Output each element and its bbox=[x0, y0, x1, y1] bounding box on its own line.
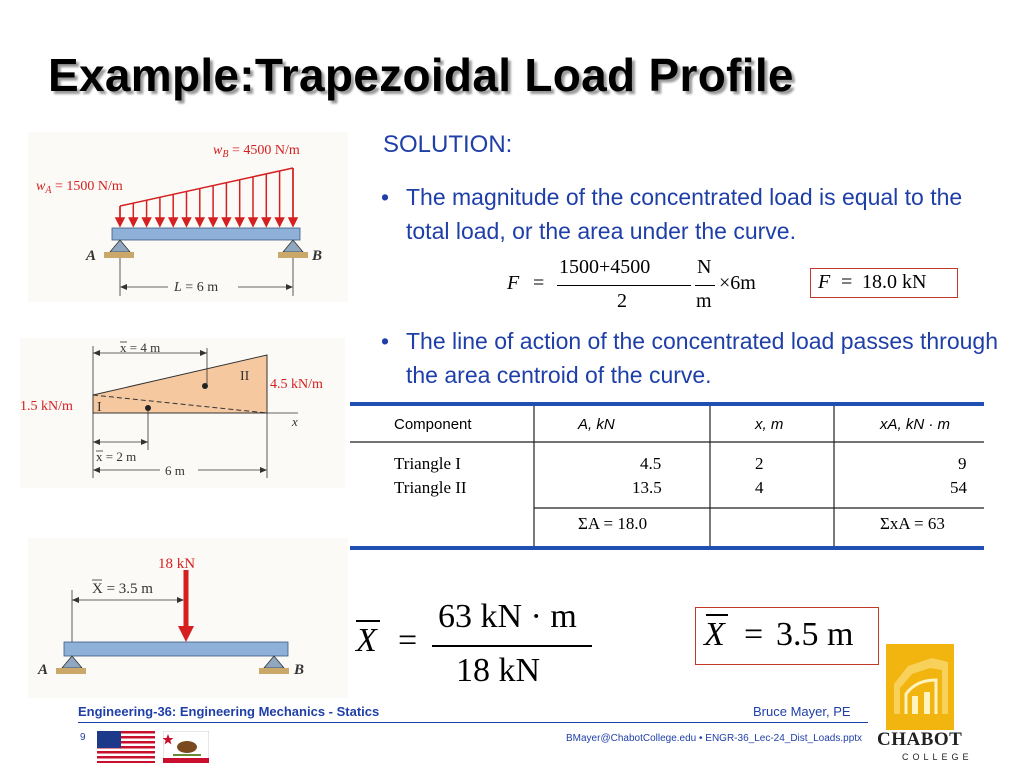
wB-sub: B bbox=[222, 149, 229, 160]
lecture-file: • ENGR-36_Lec-24_Dist_Loads.pptx bbox=[696, 733, 863, 744]
slide-number: 9 bbox=[80, 732, 86, 743]
result-X-value: 3.5 m bbox=[776, 616, 854, 653]
eq1-equals: = bbox=[533, 272, 545, 294]
california-flag-icon bbox=[163, 731, 209, 763]
trapezoid-decomposition-figure bbox=[20, 338, 345, 488]
wB-label: w bbox=[213, 143, 223, 158]
support-A-label: A bbox=[86, 248, 97, 264]
row1-xA: 9 bbox=[958, 454, 967, 473]
support-B-label: B bbox=[294, 662, 305, 678]
eq1-unit-m: m bbox=[696, 290, 712, 312]
eq1-times: ×6m bbox=[719, 272, 756, 294]
email-link[interactable]: BMayer@ChabotCollege.edu bbox=[566, 733, 697, 744]
eq1-F: F bbox=[507, 272, 520, 294]
six-m-label: 6 m bbox=[165, 463, 185, 478]
wB-value: = 4500 N/m bbox=[228, 143, 300, 158]
load-1.5-label: 1.5 kN/m bbox=[20, 399, 73, 414]
bullet-magnitude: • The magnitude of the concentrated load is equal to the total load, or the area under the curve. bbox=[381, 180, 981, 248]
us-flag-icon bbox=[97, 731, 155, 763]
result-X-equals: = bbox=[744, 616, 764, 653]
length-value: = 6 m bbox=[181, 280, 219, 295]
triangle-II-label: II bbox=[240, 369, 250, 384]
header-x: x, m bbox=[755, 416, 784, 433]
bullet-line-of-action: • The line of action of the concentrated load passes through the area centroid of the curve. bbox=[381, 324, 1001, 392]
magnitude-equation bbox=[507, 258, 807, 318]
eq1-denominator: 2 bbox=[617, 290, 627, 312]
centroid-table bbox=[350, 402, 984, 552]
course-title: Engineering-36: Engineering Mechanics - Statics bbox=[78, 704, 380, 719]
eq2-denominator: 18 kN bbox=[456, 652, 541, 689]
bullet-line-of-action-text: The line of action of the concentrated load passes through the area centroid of the curve. bbox=[406, 328, 999, 388]
load-4.5-label: 4.5 kN/m bbox=[270, 377, 323, 392]
author-name: Bruce Mayer, PE bbox=[753, 704, 851, 719]
row2-name: Triangle II bbox=[394, 478, 467, 497]
support-A-label: A bbox=[38, 662, 49, 678]
solution-label: SOLUTION: bbox=[383, 131, 513, 158]
sum-xA: ΣxA = 63 bbox=[880, 514, 945, 533]
triangle-I-label: I bbox=[97, 400, 102, 415]
centroid-equation bbox=[352, 600, 612, 700]
eq2-X: X bbox=[356, 622, 377, 659]
eq1-numerator: 1500+4500 bbox=[559, 256, 651, 278]
row1-x: 2 bbox=[755, 454, 764, 473]
result-value: 18.0 kN bbox=[862, 271, 927, 293]
header-A: A, kN bbox=[578, 416, 615, 433]
row1-A: 4.5 bbox=[640, 454, 662, 473]
result-equals: = bbox=[841, 271, 853, 293]
wA-label: w bbox=[36, 179, 46, 194]
concentrated-load-figure bbox=[28, 538, 348, 698]
result-X: X bbox=[704, 616, 725, 653]
wA-sub: A bbox=[45, 185, 52, 196]
x-axis-label: x bbox=[292, 414, 298, 429]
eq2-equals: = bbox=[398, 622, 418, 659]
magnitude-result-box bbox=[810, 268, 958, 298]
header-xA: xA, kN · m bbox=[880, 416, 950, 433]
college-wordmark: COLLEGE bbox=[902, 752, 973, 762]
length-label: L bbox=[174, 280, 182, 295]
row2-xA: 54 bbox=[950, 478, 967, 497]
force-label: 18 kN bbox=[158, 556, 196, 572]
chabot-logo-icon bbox=[886, 644, 954, 730]
row2-A: 13.5 bbox=[632, 478, 662, 497]
xbar-4m-label: x = 4 m bbox=[120, 340, 161, 355]
Xbar-label: X = 3.5 m bbox=[92, 581, 153, 597]
wA-value: = 1500 N/m bbox=[51, 179, 123, 194]
svg-text:L = 6 m bbox=[173, 280, 218, 295]
row2-x: 4 bbox=[755, 478, 764, 497]
row1-name: Triangle I bbox=[394, 454, 461, 473]
eq1-unit-N: N bbox=[697, 256, 712, 278]
xbar-2m-label: x = 2 m bbox=[96, 449, 137, 464]
slide-title: Example:Trapezoidal Load Profile bbox=[48, 49, 794, 101]
beam-load-figure bbox=[28, 132, 348, 302]
footer-divider bbox=[78, 722, 868, 723]
eq2-numerator: 63 kN · m bbox=[438, 598, 577, 635]
support-B-label: B bbox=[312, 248, 323, 264]
header-component: Component bbox=[394, 416, 472, 433]
result-F: F bbox=[818, 271, 831, 293]
sum-A: ΣA = 18.0 bbox=[578, 514, 648, 533]
centroid-result-box bbox=[695, 607, 879, 665]
bullet-magnitude-text: The magnitude of the concentrated load is equal to the total load, or the area under the curve. bbox=[406, 184, 963, 244]
chabot-wordmark: CHABOT bbox=[877, 729, 963, 750]
